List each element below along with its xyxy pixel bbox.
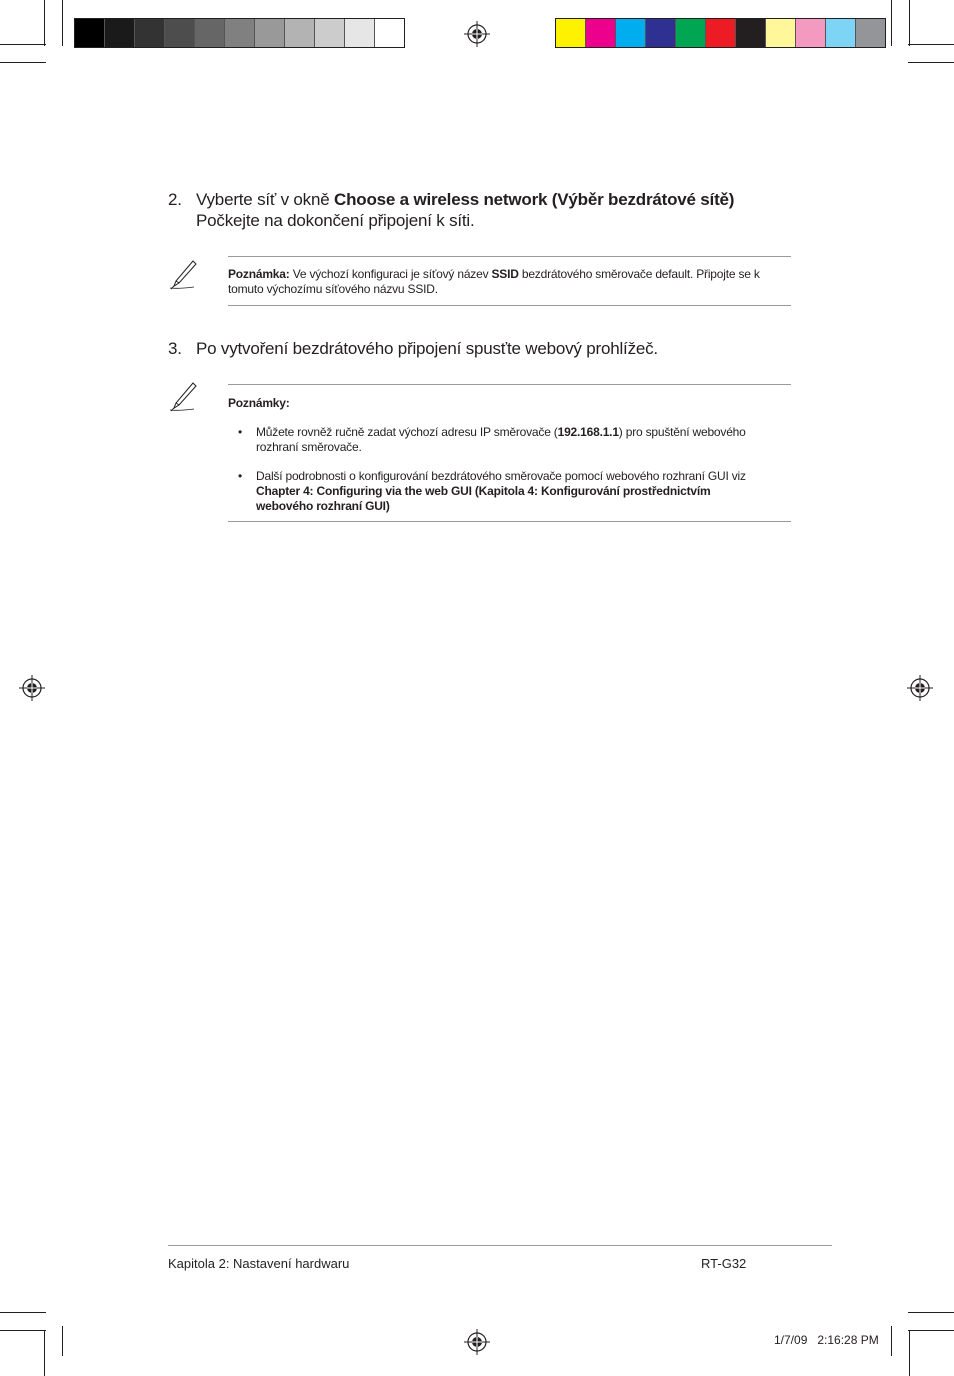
crop-mark [908, 44, 954, 45]
crop-mark [908, 1330, 954, 1331]
registration-mark-icon [464, 21, 490, 47]
step-number: 2. [168, 190, 182, 209]
crop-mark [909, 1330, 910, 1376]
note-1: Poznámka: Ve výchozí konfiguraci je síťový název SSID bezdrátového směrovače default. Připojte se k tomuto výchozímu síťového názvu SSID. [228, 267, 760, 296]
crop-mark [0, 1330, 46, 1331]
step-text: Vyberte síť v okně [196, 190, 335, 209]
crop-mark [909, 0, 910, 46]
crop-mark [62, 0, 63, 46]
color-swatch [315, 19, 345, 47]
color-swatch [706, 19, 736, 47]
crop-mark [908, 1312, 954, 1313]
chapter-reference: Chapter 4: Configuring via the web GUI (Kapitola 4: Konfigurování prostřednictvím webového rozhraní GUI) [256, 484, 711, 513]
color-swatch [736, 19, 766, 47]
color-swatch [375, 19, 404, 47]
color-swatch [165, 19, 195, 47]
note-bottom-rule [228, 305, 791, 306]
color-swatch [225, 19, 255, 47]
color-swatch [766, 19, 796, 47]
crop-mark [44, 0, 45, 46]
color-swatch [646, 19, 676, 47]
step-3 [168, 338, 658, 359]
color-swatch [856, 19, 885, 47]
color-swatch [75, 19, 105, 47]
color-swatch [255, 19, 285, 47]
color-swatch [826, 19, 856, 47]
registration-mark-icon [907, 675, 933, 701]
crop-mark [891, 1326, 892, 1356]
note-top-rule [228, 256, 791, 257]
note-bottom-rule [228, 521, 791, 522]
step-number: 3. [168, 339, 182, 358]
note-top-rule [228, 384, 791, 385]
color-swatch [796, 19, 826, 47]
bullet-glyph: • [238, 469, 243, 483]
step-text-line2: Počkejte na dokončení připojení k síti. [196, 211, 475, 230]
note-label: Poznámka: [228, 267, 290, 281]
print-timestamp: 1/7/09 2:16:28 PM [774, 1333, 879, 1347]
color-swatch [285, 19, 315, 47]
crop-mark [62, 1326, 63, 1356]
registration-mark-icon [464, 1329, 490, 1355]
pen-note-icon [168, 259, 198, 291]
ip-address: 192.168.1.1 [557, 425, 619, 439]
color-swatch [345, 19, 375, 47]
grayscale-calibration-bar [74, 18, 405, 48]
color-swatch [105, 19, 135, 47]
registration-mark-icon [19, 675, 45, 701]
color-swatch [676, 19, 706, 47]
step-bold-text: Choose a wireless network (Výběr bezdrátové sítě) [334, 190, 735, 209]
color-swatch [556, 19, 586, 47]
bullet-glyph: • [238, 425, 243, 439]
color-swatch [135, 19, 165, 47]
crop-mark [44, 1330, 45, 1376]
crop-mark [908, 62, 954, 63]
crop-mark [0, 44, 46, 45]
footer-model: RT-G32 [701, 1256, 747, 1271]
color-swatch [586, 19, 616, 47]
pen-note-icon [168, 381, 198, 413]
color-calibration-bar [555, 18, 886, 48]
footer-chapter: Kapitola 2: Nastavení hardwaru [168, 1256, 350, 1271]
crop-mark [0, 1312, 46, 1313]
note-2-label: Poznámky: [228, 396, 290, 410]
footer-rule [168, 1245, 832, 1246]
step-2 [168, 189, 734, 231]
color-swatch [195, 19, 225, 47]
crop-mark [0, 62, 46, 63]
color-swatch [616, 19, 646, 47]
crop-mark [891, 0, 892, 46]
step-text: Po vytvoření bezdrátového připojení spusťte webový prohlížeč. [196, 339, 658, 358]
